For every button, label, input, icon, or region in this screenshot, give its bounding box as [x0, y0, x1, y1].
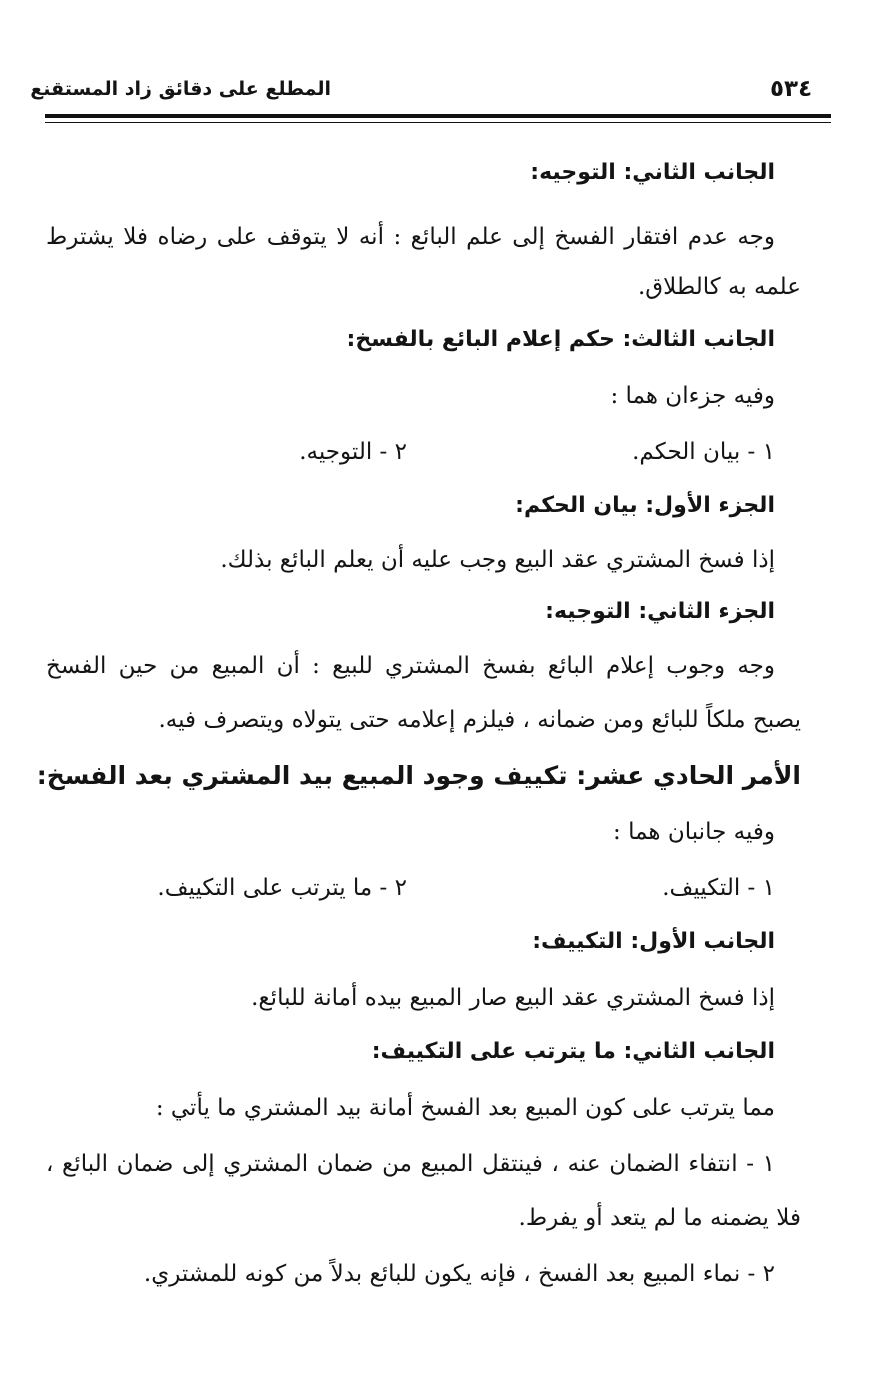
paragraph-line: إذا فسخ المشتري عقد البيع صار المبيع بيده أمانة للبائع.	[251, 985, 775, 1011]
section-heading: الجانب الثاني: ما يترتب على التكييف:	[371, 1039, 775, 1064]
paragraph-line: ٢ - نماء المبيع بعد الفسخ ، فإنه يكون للبائع بدلاً من كونه للمشتري.	[143, 1261, 775, 1287]
paragraph-line: مما يترتب على كون المبيع بعد الفسخ أمانة بيد المشتري ما يأتي :	[155, 1095, 775, 1121]
list-item: ٢ - ما يترتب على التكييف.	[157, 875, 407, 901]
paragraph-line: إذا فسخ المشتري عقد البيع وجب عليه أن يعلم البائع بذلك.	[220, 547, 775, 573]
section-heading: الجانب الثاني: التوجيه:	[530, 160, 775, 185]
page-number: ٥٣٤	[770, 76, 813, 102]
paragraph-line: علمه به كالطلاق.	[637, 274, 801, 300]
paragraph-line: وجه وجوب إعلام البائع بفسخ المشتري للبيع : أن المبيع من حين الفسخ	[46, 653, 775, 679]
subsection-heading: الجزء الأول: بيان الحكم:	[515, 493, 775, 518]
header-rule-thin	[45, 122, 831, 123]
subsection-heading: الجزء الثاني: التوجيه:	[545, 599, 775, 624]
list-item: ٢ - التوجيه.	[299, 439, 407, 465]
paragraph-line: وفيه جزءان هما :	[610, 383, 775, 409]
paragraph-line: يصبح ملكاً للبائع ومن ضمانه ، فيلزم إعلامه حتى يتولاه ويتصرف فيه.	[158, 707, 801, 733]
paragraph-line: ١ - انتفاء الضمان عنه ، فينتقل المبيع من ضمان المشتري إلى ضمان البائع ،	[46, 1151, 775, 1177]
paragraph-line: فلا يضمنه ما لم يتعد أو يفرط.	[518, 1205, 801, 1231]
paragraph-line: وفيه جانبان هما :	[613, 819, 775, 845]
main-heading: الأمر الحادي عشر: تكييف وجود المبيع بيد المشتري بعد الفسخ:	[36, 761, 801, 790]
paragraph-line: وجه عدم افتقار الفسخ إلى علم البائع : أنه لا يتوقف على رضاه فلا يشترط	[46, 224, 775, 250]
section-heading: الجانب الثالث: حكم إعلام البائع بالفسخ:	[346, 327, 775, 352]
running-header-title: المطلع على دقائق زاد المستقنع	[30, 78, 331, 100]
section-heading: الجانب الأول: التكييف:	[532, 929, 775, 954]
list-item: ١ - بيان الحكم.	[632, 439, 775, 465]
list-item: ١ - التكييف.	[662, 875, 775, 901]
header-rule-thick	[45, 114, 831, 118]
